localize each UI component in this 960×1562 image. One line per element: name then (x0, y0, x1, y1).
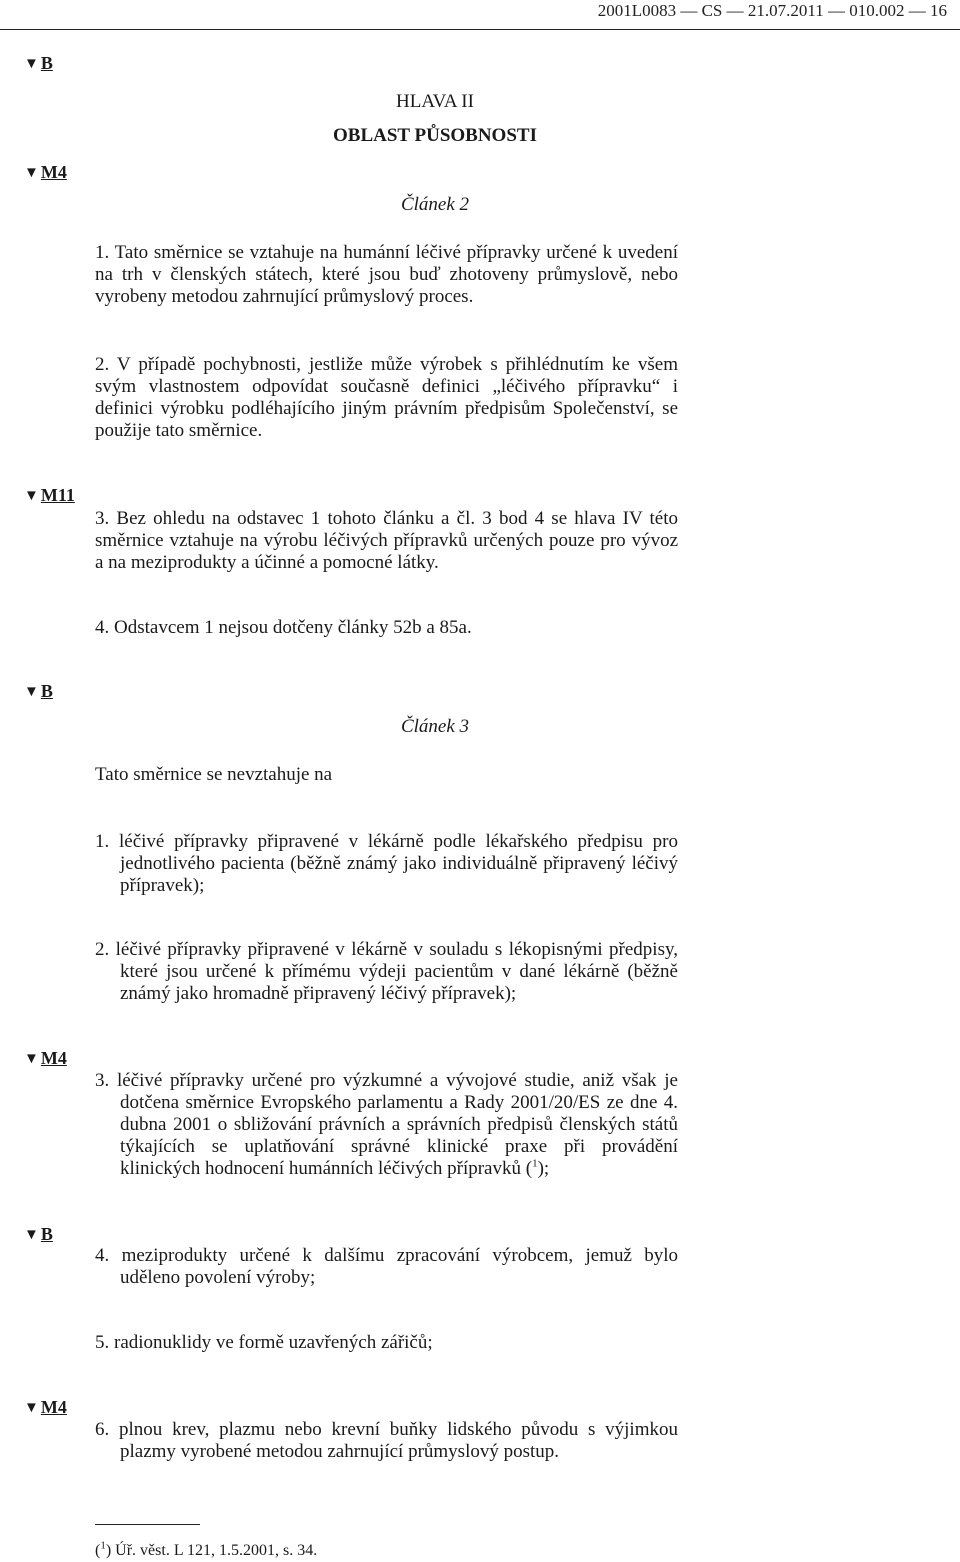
footnote: ($^1$) Úř. věst. L 121, 1.5.2001, s. 34. (95, 1539, 318, 1559)
amendment-marker: ▼ B (24, 1224, 53, 1244)
article-2-heading: Článek 2 (400, 194, 470, 215)
amendment-marker: ▼ B (24, 53, 53, 73)
amendment-marker: ▼ M4 (24, 162, 67, 182)
article-2-paragraph-3: 3. Bez ohledu na odstavec 1 tohoto článku a čl. 3 bod 4 se hlava IV této směrnice vztahuje na výrobu léčivých přípravků určených pouze pro vývoz a na meziprodukty a účinné a pomocné látky. (95, 508, 678, 573)
list-item: 3. léčivé přípravky určené pro výzkumné a vývojové studie, aniž však je dotčena směrnice Evropského parlamentu a Rady 2001/20/ES ze dne 4. dubna 2001 o sbližování právních a správních předpisů členských států týkajících se uplatňování správné klinické praxe při provádění klinických hodnocení humánních léčivých přípravků ($^1$); (95, 1070, 678, 1179)
down-triangle-icon: ▼ (24, 165, 39, 181)
list-item: 5. radionuklidy ve formě uzavřených zářičů; (95, 1332, 433, 1353)
list-item: 4. meziprodukty určené k dalšímu zpracování výrobcem, jemuž bylo uděleno povolení výroby; (95, 1245, 678, 1288)
amendment-marker: ▼ B (24, 681, 53, 701)
header-rule (0, 29, 960, 30)
chapter-title: OBLAST PŮSOBNOSTI (333, 125, 537, 146)
footnote-rule (95, 1524, 200, 1525)
article-2-paragraph-1: 1. Tato směrnice se vztahuje na humánní léčivé přípravky určené k uvedení na trh v členských státech, které jsou buď zhotoveny průmyslově, nebo vyrobeny metodou zahrnující průmyslový proces. (95, 242, 678, 307)
down-triangle-icon: ▼ (24, 684, 39, 700)
list-item: 2. léčivé přípravky připravené v lékárně v souladu s lékopisnými předpisy, které jsou určené k přímému výdeji pacientům v dané lékárně (běžně známý jako hromadně připravený léčivý přípravek); (95, 939, 678, 1004)
amendment-marker: ▼ M4 (24, 1397, 67, 1417)
article-3-heading: Článek 3 (400, 716, 470, 737)
page-header: 2001L0083 — CS — 21.07.2011 — 010.002 — 16 (597, 1, 947, 20)
down-triangle-icon: ▼ (24, 488, 39, 504)
amendment-marker: ▼ M11 (24, 485, 75, 505)
article-3-intro: Tato směrnice se nevztahuje na (95, 764, 333, 785)
down-triangle-icon: ▼ (24, 56, 39, 72)
down-triangle-icon: ▼ (24, 1400, 39, 1416)
down-triangle-icon: ▼ (24, 1051, 39, 1067)
article-2-paragraph-4: 4. Odstavcem 1 nejsou dotčeny články 52b a 85a. (95, 617, 472, 638)
list-item: 6. plnou krev, plazmu nebo krevní buňky lidského původu s výjimkou plazmy vyrobené metodou zahrnující průmyslový postup. (95, 1419, 678, 1462)
down-triangle-icon: ▼ (24, 1227, 39, 1243)
chapter-number: HLAVA II (396, 91, 474, 112)
list-item: 1. léčivé přípravky připravené v lékárně podle lékařského předpisu pro jednotlivého pacienta (běžně známý jako individuálně připravený léčivý přípravek); (95, 831, 678, 896)
footnote-ref[interactable]: 1 (532, 1157, 538, 1170)
article-2-paragraph-2: 2. V případě pochybnosti, jestliže může výrobek s přihlédnutím ke všem svým vlastnostem odpovídat současně definici „léčivého přípravku“ i definici výrobku podléhajícího jiným právním předpisům Společenství, se použije tato směrnice. (95, 354, 678, 441)
amendment-marker: ▼ M4 (24, 1048, 67, 1068)
